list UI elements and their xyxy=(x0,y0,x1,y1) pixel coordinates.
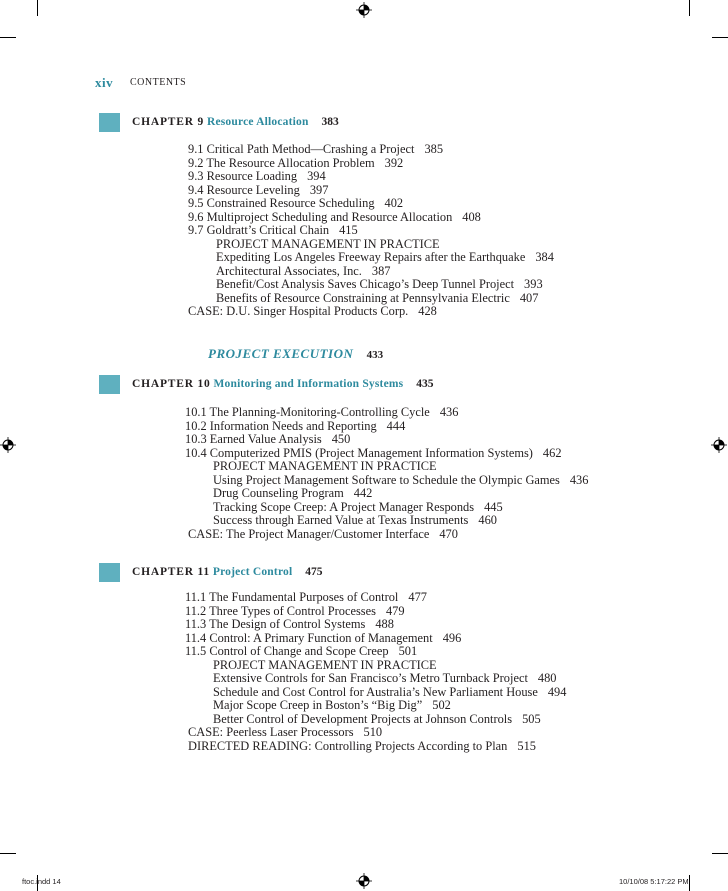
toc-entry[interactable] xyxy=(185,528,588,542)
toc-entry-text: 9.7 Goldratt’s Critical Chain xyxy=(188,223,330,237)
crop-mark-icon xyxy=(689,0,690,16)
toc-entry-page: 480 xyxy=(537,671,557,685)
toc-entry-page: 501 xyxy=(398,644,418,658)
toc-entry-page: 384 xyxy=(535,250,554,264)
chapter-entries xyxy=(188,143,554,319)
toc-entry[interactable] xyxy=(185,645,566,659)
toc-entry-page: 510 xyxy=(363,725,383,739)
chapter-entries xyxy=(185,406,588,541)
toc-entry-text: Using Project Management Software to Schedule the Olympic Games xyxy=(213,472,560,487)
toc-entry[interactable] xyxy=(185,713,566,727)
toc-entry-text: 11.2 Three Types of Control Processes xyxy=(185,603,376,618)
crop-mark-icon xyxy=(689,875,690,891)
toc-entry-text: Benefits of Resource Constraining at Pennsylvania Electric xyxy=(216,290,510,305)
toc-entry-page: 444 xyxy=(386,418,406,433)
toc-entry-text: CASE: D.U. Singer Hospital Products Corp. xyxy=(188,304,409,318)
chapter-page: 435 xyxy=(416,378,434,390)
toc-entry-page: 402 xyxy=(384,196,404,210)
chapter-tab-marker xyxy=(99,563,120,582)
chapter-label: CHAPTER 9 xyxy=(132,116,205,128)
toc-entry-page: 445 xyxy=(484,499,503,514)
toc-entry[interactable] xyxy=(185,501,588,515)
toc-entry[interactable] xyxy=(185,672,566,686)
chapter-title: Resource Allocation xyxy=(206,116,309,128)
toc-entry[interactable] xyxy=(185,740,566,754)
toc-entry[interactable] xyxy=(188,251,554,265)
toc-entry-page: 505 xyxy=(522,711,541,726)
toc-entry-page: 488 xyxy=(375,617,394,631)
toc-entry-page: 387 xyxy=(371,263,391,278)
toc-entry-page: 496 xyxy=(442,630,462,645)
toc-entry-text: Expediting Los Angeles Freeway Repairs after the Earthquake xyxy=(216,250,526,264)
toc-entry[interactable] xyxy=(185,420,588,434)
toc-entry-text: 11.4 Control: A Primary Function of Management xyxy=(185,630,433,645)
part-heading[interactable] xyxy=(208,346,383,362)
chapter-title: Project Control xyxy=(212,566,293,578)
toc-entry-page: 502 xyxy=(432,698,451,712)
toc-entry-page: 442 xyxy=(353,486,373,500)
toc-entry-page: 460 xyxy=(478,513,497,527)
toc-entry-text: Tracking Scope Creep: A Project Manager Responds xyxy=(213,499,475,514)
toc-entry-text: 9.6 Multiproject Scheduling and Resource Allocation xyxy=(188,209,453,224)
chapter-heading[interactable] xyxy=(132,378,433,390)
toc-entry-text: 10.2 Information Needs and Reporting xyxy=(185,418,377,433)
toc-entry-text: 10.1 The Planning-Monitoring-Controlling Cycle xyxy=(185,405,430,419)
crop-mark-icon xyxy=(712,37,728,38)
page-folio: xiv xyxy=(95,75,114,90)
toc-entry-page: 470 xyxy=(439,526,458,541)
toc-entry[interactable] xyxy=(188,211,554,225)
pmip-heading xyxy=(188,238,554,252)
toc-entry[interactable] xyxy=(188,305,554,319)
toc-entry-page: 385 xyxy=(424,142,444,156)
toc-entry[interactable] xyxy=(188,197,554,211)
toc-entry-text: PROJECT MANAGEMENT IN PRACTICE xyxy=(213,657,437,672)
toc-entry-text: Schedule and Cost Control for Australia’s New Parliament House xyxy=(213,684,538,699)
toc-entry-text: PROJECT MANAGEMENT IN PRACTICE xyxy=(216,236,440,251)
crop-mark-icon xyxy=(0,37,16,38)
toc-entry-page: 515 xyxy=(517,738,536,753)
toc-entry[interactable] xyxy=(188,292,554,306)
toc-entry-text: Major Scope Creep in Boston’s “Big Dig” xyxy=(213,698,423,712)
toc-entry[interactable] xyxy=(185,474,588,488)
toc-entry-text: Architectural Associates, Inc. xyxy=(216,263,362,278)
toc-entry-text: PROJECT MANAGEMENT IN PRACTICE xyxy=(213,459,437,473)
running-head: CONTENTS xyxy=(130,77,187,88)
toc-entry-page: 477 xyxy=(408,590,427,604)
toc-entry-text: 9.1 Critical Path Method—Crashing a Project xyxy=(188,142,415,156)
toc-entry-page: 407 xyxy=(519,290,539,305)
toc-entry[interactable] xyxy=(188,184,554,198)
toc-entry-text: 11.3 The Design of Control Systems xyxy=(185,617,366,631)
toc-entry-page: 397 xyxy=(309,182,329,197)
toc-entry-text: 9.4 Resource Leveling xyxy=(188,182,300,197)
toc-entry-page: 428 xyxy=(418,304,437,318)
toc-entry-page: 479 xyxy=(385,603,405,618)
toc-entry[interactable] xyxy=(188,143,554,157)
toc-entry[interactable] xyxy=(185,591,566,605)
crop-mark-icon xyxy=(37,0,38,16)
pmip-heading xyxy=(185,460,588,474)
toc-entry-page: 392 xyxy=(384,155,404,170)
toc-entry-text: 10.4 Computerized PMIS (Project Management Information Systems) xyxy=(185,445,533,460)
crop-mark-icon xyxy=(712,853,728,854)
part-title: PROJECT EXECUTION xyxy=(208,346,354,361)
chapter-title: Monitoring and Information Systems xyxy=(213,378,404,390)
toc-entry[interactable] xyxy=(185,447,588,461)
toc-entry-page: 436 xyxy=(569,472,589,487)
toc-entry[interactable] xyxy=(185,605,566,619)
toc-entry[interactable] xyxy=(185,686,566,700)
toc-entry-text: Success through Earned Value at Texas Instruments xyxy=(213,513,469,527)
toc-entry[interactable] xyxy=(185,632,566,646)
toc-entry-page: 450 xyxy=(331,432,351,446)
toc-entry[interactable] xyxy=(188,170,554,184)
toc-entry[interactable] xyxy=(188,265,554,279)
toc-entry-page: 415 xyxy=(339,223,358,237)
part-page: 433 xyxy=(366,349,384,361)
toc-entry[interactable] xyxy=(188,278,554,292)
toc-entry-page: 408 xyxy=(462,209,481,224)
chapter-tab-marker xyxy=(99,375,120,394)
toc-entry-text: 11.1 The Fundamental Purposes of Control xyxy=(185,590,399,604)
toc-entry-text: 11.5 Control of Change and Scope Creep xyxy=(185,644,389,658)
chapter-page: 475 xyxy=(305,566,323,578)
chapter-tab-marker xyxy=(99,113,120,132)
toc-entry[interactable] xyxy=(185,487,588,501)
toc-entry-page: 393 xyxy=(524,277,543,291)
toc-entry[interactable] xyxy=(185,699,566,713)
slug-datetime: 10/10/08 5:17:22 PM xyxy=(619,877,689,886)
toc-entry-page: 494 xyxy=(547,684,567,699)
toc-entry-text: Drug Counseling Program xyxy=(213,486,344,500)
toc-entry[interactable] xyxy=(185,406,588,420)
chapter-heading[interactable] xyxy=(132,116,339,128)
toc-entry-text: 9.3 Resource Loading xyxy=(188,169,298,183)
toc-entry-text: DIRECTED READING: Controlling Projects According to Plan xyxy=(188,738,508,753)
crop-mark-icon xyxy=(0,853,16,854)
toc-entry[interactable] xyxy=(185,433,588,447)
toc-entry-text: 9.5 Constrained Resource Scheduling xyxy=(188,196,375,210)
toc-entry-text: Benefit/Cost Analysis Saves Chicago’s Deep Tunnel Project xyxy=(216,277,515,291)
crosshair-registration-icon xyxy=(356,873,372,889)
toc-entry[interactable] xyxy=(185,618,566,632)
toc-entry[interactable] xyxy=(185,726,566,740)
toc-entry-page: 394 xyxy=(307,169,326,183)
toc-entry[interactable] xyxy=(188,157,554,171)
toc-entry[interactable] xyxy=(185,514,588,528)
toc-entry-page: 436 xyxy=(439,405,459,419)
slug-filename: ftoc.indd 14 xyxy=(22,877,61,886)
pmip-heading xyxy=(185,659,566,673)
toc-entry-text: 9.2 The Resource Allocation Problem xyxy=(188,155,375,170)
crosshair-registration-icon xyxy=(356,2,372,18)
toc-entry-text: Extensive Controls for San Francisco’s Metro Turnback Project xyxy=(213,671,528,685)
chapter-entries xyxy=(185,591,566,753)
chapter-page: 383 xyxy=(321,116,339,128)
toc-entry-text: Better Control of Development Projects at Johnson Controls xyxy=(213,711,513,726)
toc-entry-text: CASE: The Project Manager/Customer Interface xyxy=(188,526,430,541)
chapter-label: CHAPTER 11 xyxy=(132,566,210,578)
chapter-heading[interactable] xyxy=(132,566,323,578)
crosshair-registration-icon xyxy=(0,437,16,453)
crosshair-registration-icon xyxy=(711,437,727,453)
toc-entry[interactable] xyxy=(188,224,554,238)
toc-entry-page: 462 xyxy=(542,445,562,460)
toc-entry-text: CASE: Peerless Laser Processors xyxy=(188,725,354,739)
chapter-label: CHAPTER 10 xyxy=(132,378,211,390)
toc-entry-text: 10.3 Earned Value Analysis xyxy=(185,432,322,446)
